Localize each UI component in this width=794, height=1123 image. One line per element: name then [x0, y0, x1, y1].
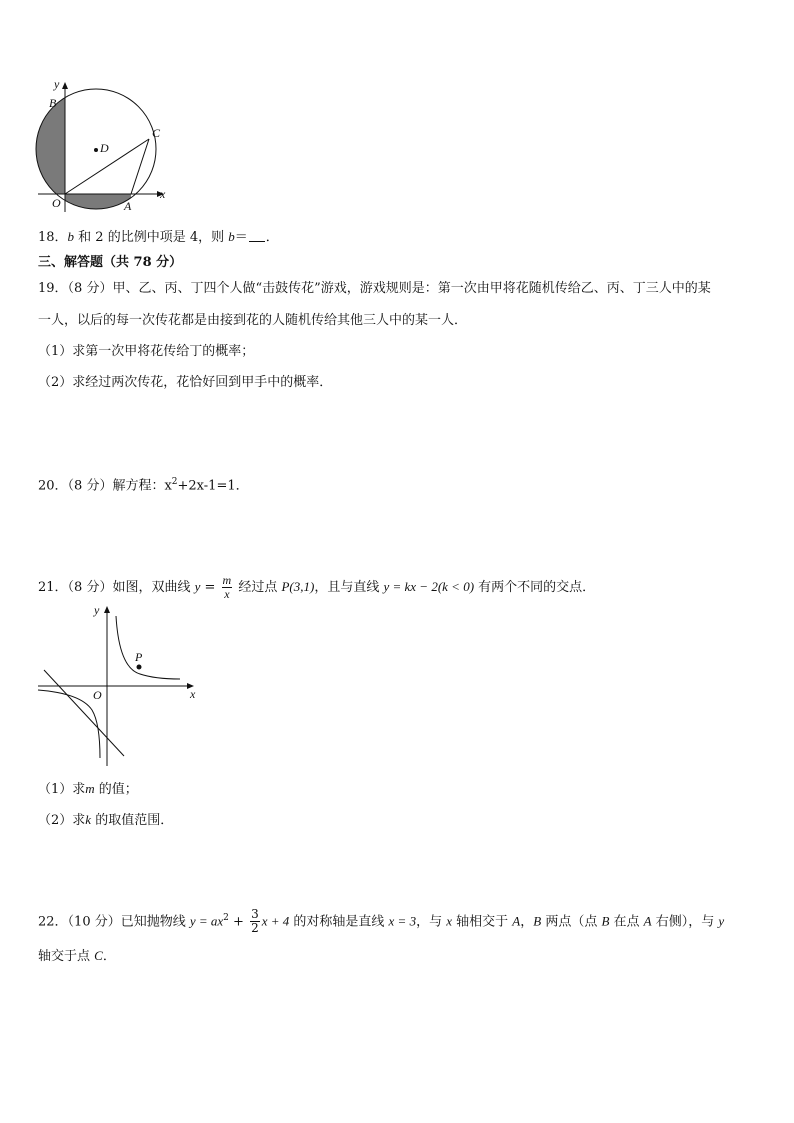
question-19-line2: 一人，以后的每一次传花都是由接到花的人随机传给其他三人中的某一人．	[38, 313, 468, 328]
question-20: 20．（8 分）解方程：$x^2+2x-1=1$．	[38, 477, 249, 494]
question-22-line2: 轴交于点 C．	[38, 948, 116, 964]
label-x: x	[190, 687, 196, 701]
circle-figure	[30, 76, 180, 216]
hyperbola-branch-3	[38, 690, 100, 758]
question-19-sub2: （2）求经过两次传花，花恰好回到甲手中的概率．	[38, 375, 333, 390]
y-axis-arrow	[62, 82, 68, 89]
question-19-line1: 19．（8 分）甲、乙、丙、丁四个人做“击鼓传花”游戏，游戏规则是：第一次由甲将花随机传给乙、丙、丁三人中的某	[38, 281, 711, 296]
center-point-d	[94, 148, 98, 152]
section-title: 三、解答题（共 78 分）	[38, 255, 183, 270]
question-21: 21．（8 分）如图，双曲线 y = $\frac{m}{x}$ 经过点 P(3,1)，且与直线 y = kx − 2(k < 0) 有两个不同的交点．	[38, 573, 596, 601]
label-c: C	[152, 126, 161, 140]
question-22-line1: 22．（10 分）已知抛物线 $y = ax^2$ + $\frac{3}{2}$ x + 4 的对称轴是直线 x = 3，与 x 轴相交于 A，B 两点（点 B 在点 A 右侧），与 y	[38, 907, 725, 936]
label-o: O	[93, 688, 102, 702]
label-b: B	[49, 96, 57, 110]
hyperbola-branch-1	[116, 616, 180, 679]
label-y: y	[54, 77, 60, 91]
fraction-3-over-2: $\frac{3}{2}$	[251, 907, 259, 936]
label-y: y	[94, 603, 100, 617]
label-d: D	[100, 141, 109, 155]
question-21-sub2: （2）求k 的取值范围．	[38, 812, 174, 828]
hyperbola-figure	[34, 600, 204, 770]
question-19-sub1: （1）求第一次甲将花传给丁的概率；	[38, 344, 255, 359]
label-o: O	[52, 196, 61, 210]
fraction-m-over-x: $\frac{m}{x}$	[222, 573, 232, 601]
point-p	[137, 665, 142, 670]
label-a: A	[124, 199, 132, 213]
y-axis-arrow	[104, 606, 110, 613]
chord-ac	[131, 139, 149, 194]
line-kx-2	[44, 670, 124, 756]
question-21-sub1: （1）求m 的值；	[38, 781, 138, 797]
answer-blank[interactable]	[249, 229, 265, 242]
shaded-region-left	[30, 76, 65, 194]
label-x: x	[160, 187, 166, 201]
question-18: 18．b 和 2 的比例中项是 4，则 b＝ ．	[38, 229, 279, 245]
label-p: P	[135, 650, 143, 664]
